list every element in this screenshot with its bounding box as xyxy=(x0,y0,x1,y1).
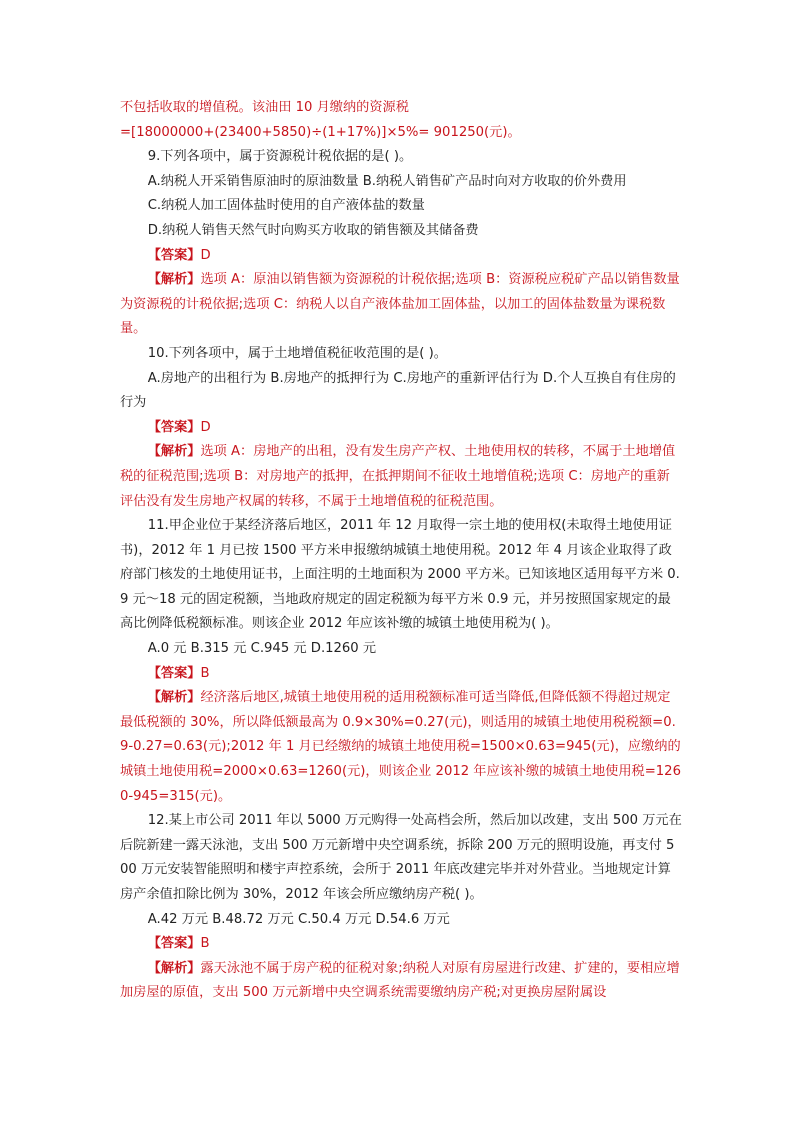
analysis-tag: 【解析】 xyxy=(147,690,201,706)
question-12: 12.某上市公司 2011 年以 5000 万元购得一处高档会所，然后加以改建，支出 500 万元在后院新建一露天泳池，支出 500 万元新增中央空调系统，拆除 200 万元的照明设施，再支付 500 万元安装智能照明和楼宇声控系统，会所于 2011 年底改建完毕并对外营业。当地规定计算房产余值扣除比例为 30%，2012 年该会所应缴纳房产税( )。 xyxy=(120,813,682,902)
analysis-tag: 【解析】 xyxy=(147,444,201,460)
answer-tag: 【答案】 xyxy=(147,419,201,435)
question-9: 9.下列各项中，属于资源税计税依据的是( )。 xyxy=(147,149,413,165)
question-9-option-d: D.纳税人销售天然气时向购买方收取的销售额及其储备费 xyxy=(147,222,479,238)
question-10-answer xyxy=(120,416,682,441)
question-11-analysis xyxy=(120,686,682,809)
q8-analysis-continuation: 不包括收取的增值税。该油田 10 月缴纳的资源税 xyxy=(120,100,409,115)
question-10-analysis xyxy=(120,440,682,514)
question-12-answer xyxy=(120,932,682,957)
answer-value: B xyxy=(200,936,210,952)
question-9-options-ab: A.纳税人开采销售原油时的原油数量 B.纳税人销售矿产品时向对方收取的价外费用 xyxy=(147,173,627,189)
question-9-answer xyxy=(120,244,682,269)
answer-value: D xyxy=(200,419,211,435)
question-11: 11.甲企业位于某经济落后地区，2011 年 12 月取得一宗土地的使用权(未取得土地使用证书)，2012 年 1 月已按 1500 平方米申报缴纳城镇土地使用税。2012 年 4 月该企业取得了政府部门核发的土地使用证书，上面注明的土地面积为 2000 平方米。已知该地区适用每平方米 0.9 元～18 元的固定税额，当地政府规定的固定税额为每平方米 0.9 元，并另按照国家规定的最高比例降低税额标准。则该企业 2012 年应该补缴的城镇土地使用税为( )。 xyxy=(120,518,680,632)
question-12-analysis xyxy=(120,957,682,1006)
question-10: 10.下列各项中，属于土地增值税征收范围的是( )。 xyxy=(147,345,447,361)
analysis-text: 选项 A：房地产的出租，没有发生房产产权、土地使用权的转移，不属于土地增值税的征税范围;选项 B：对房地产的抵押，在抵押期间不征收土地增值税;选项 C：房地产的重新评估没有发生房地产权属的转移，不属于土地增值税的征税范围。 xyxy=(120,444,676,509)
analysis-tag: 【解析】 xyxy=(147,960,201,976)
answer-value: D xyxy=(200,247,211,263)
question-11-answer xyxy=(120,662,682,687)
question-12-options: A.42 万元 B.48.72 万元 C.50.4 万元 D.54.6 万元 xyxy=(147,911,450,927)
analysis-text: 选项 A：原油以销售额为资源税的计税依据;选项 B：资源税应税矿产品以销售数量为资源税的计税依据;选项 C：纳税人以自产液体盐加工固体盐，以加工的固体盐数量为课税数量。 xyxy=(120,272,680,337)
q8-analysis-formula: =[18000000+(23400+5850)÷(1+17%)]×5%= 901250(元)。 xyxy=(120,124,521,140)
document-body xyxy=(120,96,682,1006)
analysis-text: 经济落后地区,城镇土地使用税的适用税额标准可适当降低,但降低额不得超过规定最低税额的 30%，所以降低额最高为 0.9×30%=0.27(元)，则适用的城镇土地使用税税额=0.9-0.27=0.63(元);2012 年 1 月已经缴纳的城镇土地使用税=1500×0.63=945(元)，应缴纳的城镇土地使用税=2000×0.63=1260(元)，则该企业 2012 年应该补缴的城镇土地使用税=1260-945=315(元)。 xyxy=(120,690,681,804)
answer-tag: 【答案】 xyxy=(147,247,201,263)
answer-tag: 【答案】 xyxy=(147,665,201,681)
question-9-analysis xyxy=(120,268,682,342)
analysis-text: 露天泳池不属于房产税的征税对象;纳税人对原有房屋进行改建、扩建的，要相应增加房屋的原值，支出 500 万元新增中央空调系统需要缴纳房产税;对更换房屋附属设 xyxy=(120,960,680,1001)
analysis-tag: 【解析】 xyxy=(147,272,201,288)
answer-tag: 【答案】 xyxy=(147,936,201,952)
question-11-options: A.0 元 B.315 元 C.945 元 D.1260 元 xyxy=(147,641,377,657)
answer-value: B xyxy=(200,665,210,681)
question-10-options: A.房地产的出租行为 B.房地产的抵押行为 C.房地产的重新评估行为 D.个人互换自有住房的行为 xyxy=(120,370,676,411)
question-9-option-c: C.纳税人加工固体盐时使用的自产液体盐的数量 xyxy=(147,198,425,214)
